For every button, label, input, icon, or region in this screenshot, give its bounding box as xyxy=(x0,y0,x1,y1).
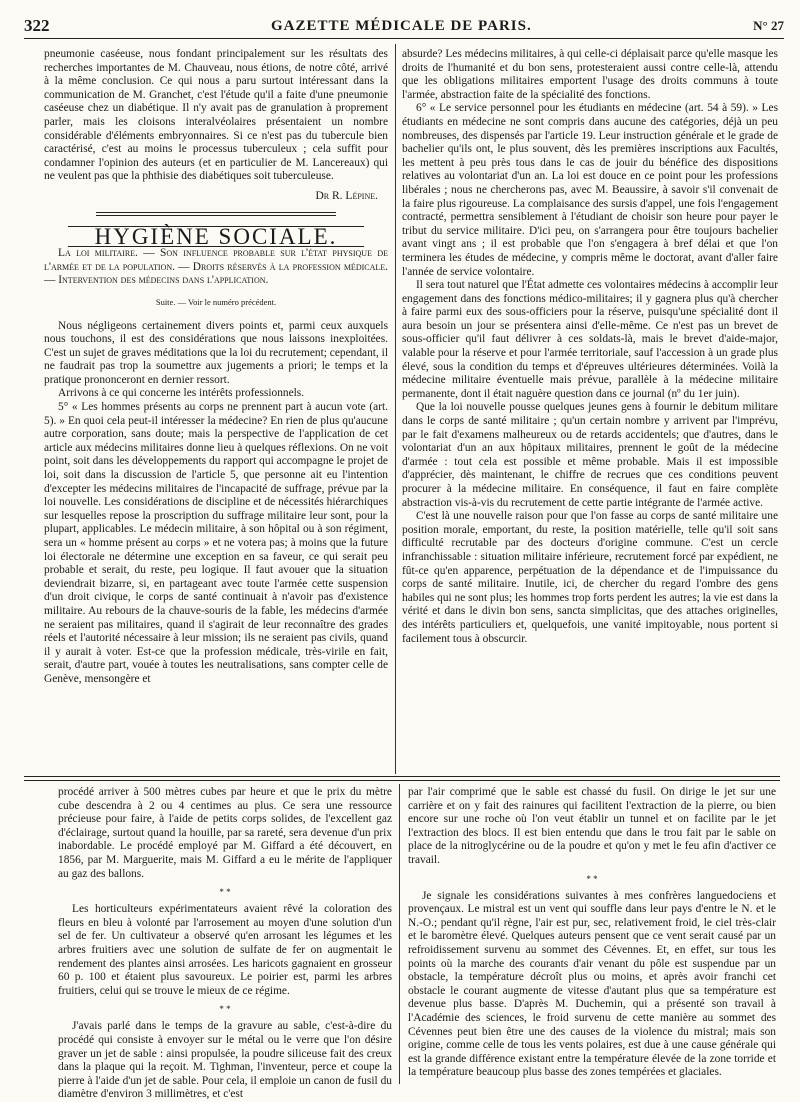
asterism: * * xyxy=(219,887,231,898)
bottom-column-divider xyxy=(399,784,400,1084)
feuilleton-paragraph: J'avais parlé dans le temps de la gravure au sable, c'est-à-dire du procédé qui consiste à envoyer sur le métal ou le verre que l'on désire graver un jet de sable : ainsi propulsée, la poudre siliceuse fait des creux dans la plaque qui la reçoit. M. Tighman, l'inventeur, perce et coupe la pierre à l'aide d'un jet de sable. Pour cela, il emploie un canon de fusil du diamètre d'environ 3 millimètres, et c'est xyxy=(58,1020,392,1101)
asterism: * * xyxy=(219,1004,231,1015)
issue-number: N° 27 xyxy=(753,18,784,33)
feuilleton-paragraph: par l'air comprimé que le sable est chassé du fusil. On dirige le jet sur une carrière et on y fait des rainures qui facilitent l'extraction de la pierre, ou bien encore sur une roche où l'on veut établir un tunnel et on facilite par le jet l'extraction des blocs. Il est bien entendu que dans le trou fait par le sable on place de la nitroglycérine ou de la poudre et qu'on y met le feu afin d'activer ce travail. xyxy=(408,786,776,866)
article-paragraph: 6° « Le service personnel pour les étudiants en médecine (art. 54 à 59). » Les étudiants en médecine ne sont compris dans aucune des catégories, déjà un peu nombreuses, des dispensés par l'article 19. Leur instruction générale et le grade de bachelier qu'ils ont, le plus souvent, dès les premières inscriptions aux Facultés, les mettent à peu près tous dans le cas de jouir du bénéfice des dispositions relatives au volontariat d'un an. La loi est douce en ce point pour les professions libérales ; nous ne chercherons pas, avec M. Beaussire, à savoir s'il convenait de la faire plus rigoureuse. La complaisance des sursis d'appel, une fois l'engagement contracté, permettra sensiblement à l'étudiant de choisir son heure pour payer le tribut du service militaire. D'ici peu, on s'arrangera pour être toujours bachelier avant vingt ans ; il est probable que l'on s'engagera à bref délai et que l'on terminera les études de médecine, y compris même le doctorat, avant d'aller faire l'année de service volontaire. xyxy=(402,102,778,278)
section-title-box xyxy=(68,223,364,249)
feuilleton-paragraph: Je signale les considérations suivantes à mes confrères languedociens et provençaux. Le mistral est un vent qui souffle dans leur pays d'entre le N. et le N.-O.; pendant qu'il règne, l'air est pur, sec, relativement froid, le ciel très-clair et le baromètre élevé. Quelques auteurs pensent que ce vent serait causé par un refroidissement survenu au sommet des Cévennes. Et, en effet, sur tous les points où la marche des courants d'air venant du pôle est suspendue par un obstacle, la température décroît plus ou moins, et après avoir franchi cet obstacle le courant augmente de vitesse d'autant plus que sa température est devenue plus basse. D'après M. Duchemin, qui a présenté son travail à l'Académie des sciences, le froid survenu de cette manière au sommet des Cévennes peut bien être une des causes de la violence du mistral; mais son origine, comme celle de tous les vents polaires, est due à une cause générale qui est la grande différence existant entre la température élevée de la zone torride et la température beaucoup plus basse des zones tempérées et glaciales. xyxy=(408,889,776,1079)
signature-rule xyxy=(96,212,336,216)
feuilleton-paragraph: Les horticulteurs expérimentateurs avaient rêvé la coloration des fleurs en bleu à volonté par l'arrosement au moyen d'une solution d'un sel de fer. Un cultivateur a observé qu'en arrosant les légumes et les arbres fruitiers avec une solution de sulfate de fer on augmentait le rendement des plantes ainsi arrosées. Les haricots gagnaient en grosseur 60 p. 100 et étaient plus savoureux. Le poirier est, parmi les arbres fruitiers, celui qui se trouve le mieux de ce régime. xyxy=(58,903,392,997)
article-paragraph: Nous négligeons certainement divers points et, parmi ceux auxquels nous touchons, il est des considérations que nous laissons inexploitées. C'est un sujet de graves méditations que la loi du recrutement; cependant, il ne faudrait pas trop la soumettre aux jugements a priori; le temps et la pratique prononceront en dernier ressort. xyxy=(44,319,388,386)
asterism: * * xyxy=(586,873,598,884)
bottom-right-column xyxy=(408,786,776,1080)
article-paragraph: absurde? Les médecins militaires, à qui celle-ci déplaisait parce qu'elle masque les droits de l'humanité et du bon sens, protesteraient aussi contre celle-là, attendu que les obligations militaires emportent l'usage des droits communs à toute l'armée, abstraction faite de la spécialité des fonctions. xyxy=(402,48,778,101)
article-paragraph: Que la loi nouvelle pousse quelques jeunes gens à fournir le debitum militare dans le corps de santé militaire ; qu'un certain nombre y arrivent par l'imprévu, par le fait d'examens malheureux ou de retards accidentels; que d'autres, dans le volontariat d'un an aux hôpitaux militaires, prennent le goût de la médecine d'armée : tout cela est possible et même probable. Mais il est impossible d'apprécier, dès maintenant, le chiffre de recrues que ces conditions peuvent procurer à la médecine militaire. En conséquence, il faut en faire complète abstraction vis-à-vis du recrutement de cette partie intégrante de l'armée active. xyxy=(402,401,778,509)
page-header xyxy=(24,14,784,39)
continuation-note: Suite. — Voir le numéro précédent. xyxy=(155,296,277,307)
article-paragraph: Arrivons à ce qui concerne les intérêts professionnels. xyxy=(58,387,305,400)
bottom-left-column xyxy=(58,786,392,1102)
left-column xyxy=(44,48,388,687)
right-column xyxy=(402,48,778,646)
article-paragraph: C'est là une nouvelle raison pour que l'on fasse au corps de santé militaire une position morale, emportant, du reste, la position matérielle, telle qu'il soit sans difficulté recrutable par des docteurs d'origine commune. C'est un cercle infranchissable : situation militaire inférieure, recrutement forcé par expédient, ne fût-ce qu'en apparence, perpétuation de la dépendance et de l'impuissance du corps de santé militaire. Inutile, ici, de chercher du regard l'ombre des gens habiles qui ne sont plus; les hommes trop forts perdent les autres; la vie est dans la vérité et dans le divin bon sens, sancta simplicitas, que des attaches originelles, des intérêts particuliers et, quelquefois, une vanité impitoyable, nous portent si facilement tous à obscurcir. xyxy=(402,510,778,645)
column-divider xyxy=(395,44,396,774)
article-subheading: La loi militaire. — Son influence probable sur l'état physique de l'armée et de la population. — Droits réservés à la profession médicale. — Intervention des médecins dans l'application. xyxy=(44,247,388,287)
author-signature: Dr R. Lépine. xyxy=(315,189,378,202)
journal-title: GAZETTE MÉDICALE DE PARIS. xyxy=(270,17,532,34)
feuilleton-paragraph: procédé arriver à 500 mètres cubes par heure et que le prix du mètre cube descendra à 2 ou 4 centimes au plus. Ce sera une ressource précieuse pour faire, à l'aide de petits corps solides, de l'excellent gaz d'éclairage, surtout quand la houille, par sa rareté, sera devenue d'un prix inabordable. Le procédé employé par M. Giffard a été découvert, en 1856, par M. Marguerite, mais M. Giffard a eu le mérite de l'appliquer au gaz des ballons. xyxy=(58,786,392,880)
feuilleton-divider xyxy=(24,776,780,781)
article-paragraph: 5° « Les hommes présents au corps ne prennent part à aucun vote (art. 5). » En quoi cela peut-il intéresser la médecine? En rien de plus qu'aucune autre corporation, sans doute; mais la perspective de l'application de cet article aux médecins militaires donne lieu à quelques réflexions. On ne voit point, soit dans les développements du rapport qui accompagne le projet de loi, soit dans la discussion de l'article 5, que personne ait eu l'intention d'excepter les médecins militaires de l'incapacité de suffrage, prévue par la loi nouvelle. Les considérations de discipline et de nécessités hiérarchiques sur lesquelles repose la proscription du suffrage militaire leur sont, pour la plupart, applicables. Le médecin militaire, à son hôpital ou à son régiment, sera un « homme présent au corps » et ne votera pas; à moins que la future loi électorale ne détermine une exception en sa faveur, ce qui serait peu probable et serait, du reste, peu logique. Il faut avouer que la situation deviendrait bizarre, si, en partageant avec toute l'armée cette suspension d'un droit civique, le corps de santé continuait à n'avoir pas d'existence militaire. Au rebours de la chauve-souris de la fable, les médecins d'armée ne seraient pas militaires, quand il s'agirait de leur reconnaître des grades réels et l'autorité nécessaire à leur mission; ils ne seraient pas civils, quand il y aurait à voter. Est-ce que la profession médicale, très-virile en fait, serait, d'autre part, vouée à toutes les neutralisations, sans compter celle de Genève, mensongère et xyxy=(44,401,388,685)
intro-paragraph: pneumonie caséeuse, nous fondant principalement sur les résultats des recherches importantes de M. Chauveau, nous étions, de notre côté, arrivé à la même conclusion. Ce qui nous a paru surtout intéressant dans la communication de M. Granchet, c'est l'étude qu'il a faite d'une pneumonie caséeuse chez un diabétique. Il n'y avait pas de granulation à proprement parler, mais les cloisons interalvéolaires présentaient un nombre considérable d'éléments embryonnaires. Si ce n'est pas du tubercule bien caractérisé, c'est au moins le processus tuberculeux ; cela suffit pour condamner l'opinion des auteurs (et en particulier de M. Lancereaux) qui ne veulent pas que la phthisie des diabétiques soit tuberculeuse. xyxy=(44,48,388,183)
article-paragraph: Il sera tout naturel que l'État admette ces volontaires médecins à accomplir leur engagement dans des fonctions médico-militaires; il y gagnera plus qu'à chercher à faire parmi eux des sous-officiers pour la réserve, puisqu'une spécialité dont il aura besoin un jour se présentera ainsi d'elle-même. Ce n'est pas un brevet de sous-officier qu'il faut délivrer à ces soldats-là, mais le brevet d'aide-major, valable pour la réserve et pour l'armée territoriale, sauf l'accession à un grade plus élevé, sous la condition du temps et d'épreuves ultérieures déterminées. Voilà la médecine militaire éventuelle mais prévue, parallèle à la médecine militaire permanente, dont il était naguère question dans ce journal (nº du 1er juin). xyxy=(402,279,778,400)
page-number: 322 xyxy=(24,16,50,35)
section-title: HYGIÈNE SOCIALE. xyxy=(94,223,338,249)
